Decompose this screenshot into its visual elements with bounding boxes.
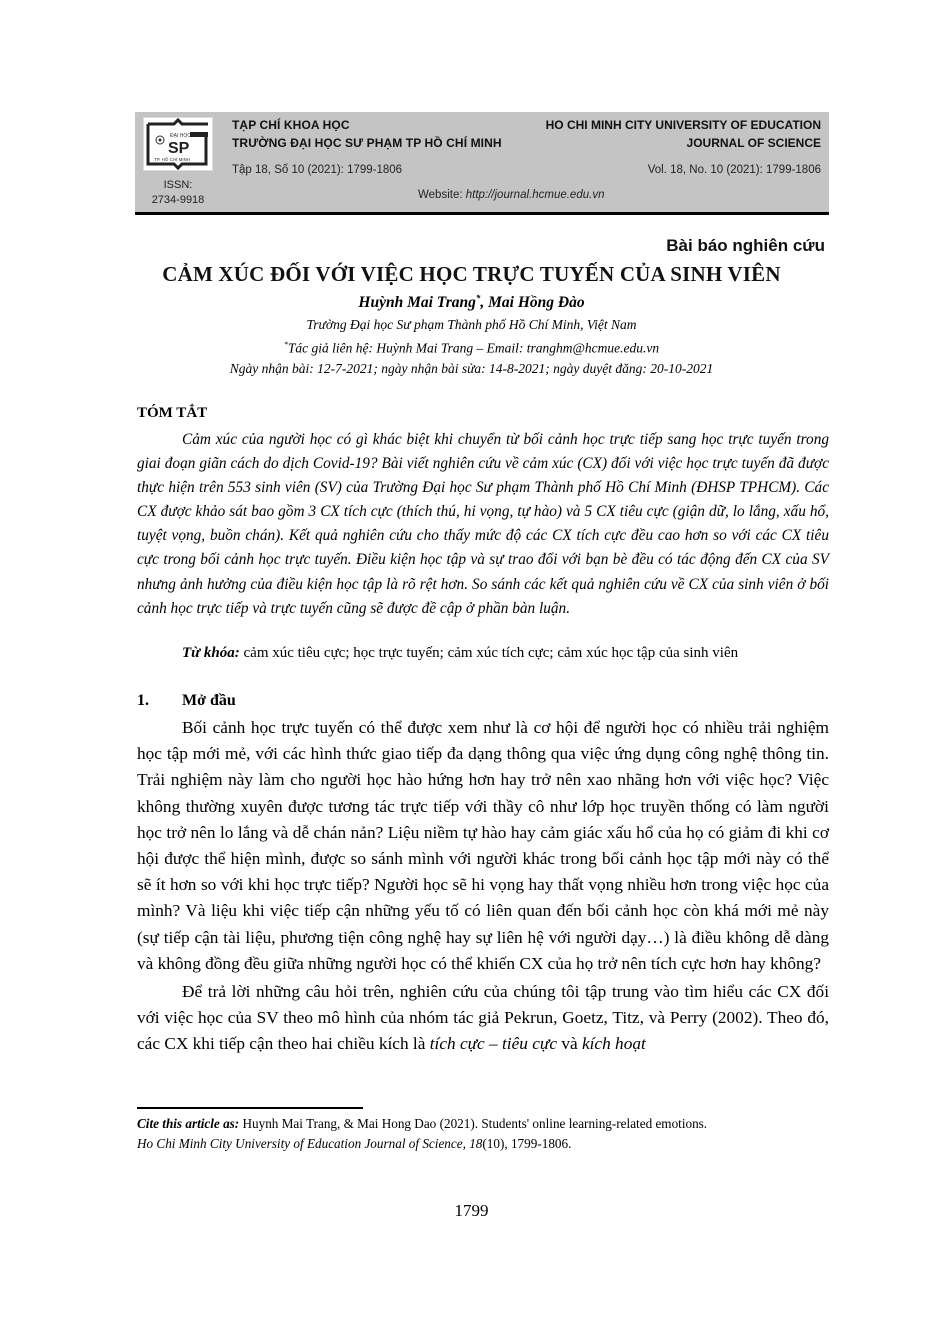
keywords-list: cảm xúc tiêu cực; học trực tuyến; cảm xúc tích cực; cảm xúc học tập của sinh viên [239, 645, 739, 661]
paragraph-text: Để trả lời những câu hỏi trên, nghiên cứu của chúng tôi tập trung vào tìm hiểu các CX đối với việc học của SV theo mô hình của nhóm tác giả Pekrun, Goetz, Titz, và Perry (2002). Theo đó, các CX khi tiếp cận theo hai chiều kích là [137, 982, 829, 1054]
issue-info-en: Vol. 18, No. 10 (2021): 1799-1806 [647, 164, 821, 176]
university-logo-icon [143, 117, 213, 171]
journal-name-vn-line1: TẠP CHÍ KHOA HỌC [232, 118, 350, 132]
cite-text: Huynh Mai Trang, & Mai Hong Dao (2021). Students' online learning-related emotions. [239, 1116, 708, 1131]
cite-label: Cite this article as: [137, 1116, 240, 1131]
page-number: 1799 [454, 1201, 489, 1220]
issn-value: 2734-9918 [151, 194, 205, 206]
issn [135, 178, 221, 208]
section-heading-intro [137, 692, 236, 710]
cite-issue: (10), 1799-1806. [482, 1136, 572, 1151]
keywords [137, 645, 829, 662]
author-1: Huỳnh Mai Trang [358, 294, 476, 312]
emphasis-text: tích cực – tiêu cực [429, 1034, 557, 1054]
corresponding-mark: * [475, 293, 481, 303]
corresponding-contact [0, 340, 943, 357]
submission-dates: Ngày nhận bài: 12-7-2021; ngày nhận bài sửa: 14-8-2021; ngày duyệt đăng: 20-10-2021 [229, 361, 714, 376]
svg-text:SP: SP [168, 140, 190, 157]
paragraph-text: và [557, 1034, 582, 1054]
contact-mark: * [283, 340, 288, 349]
abstract-heading: TÓM TẮT [137, 405, 208, 421]
footnote-divider [137, 1107, 363, 1109]
authors [0, 293, 943, 312]
cite-journal: Ho Chi Minh City University of Education Journal of Science, 18 [137, 1136, 483, 1151]
author-2: Mai Hồng Đào [488, 294, 585, 312]
section-number: 1. [137, 692, 149, 709]
emphasis-text: kích hoạt [581, 1034, 646, 1054]
journal-name-en-line2: JOURNAL OF SCIENCE [686, 136, 821, 150]
article-title: CẢM XÚC ĐỐI VỚI VIỆC HỌC TRỰC TUYẾN CỦA SINH VIÊN [162, 262, 781, 286]
issn-label: ISSN: [163, 179, 193, 191]
journal-name-vn-line2: TRƯỜNG ĐẠI HỌC SƯ PHẠM TP HỒ CHÍ MINH [232, 136, 502, 150]
website-link[interactable]: http://journal.hcmue.edu.vn [465, 189, 605, 201]
citation-footnote [137, 1114, 837, 1154]
svg-text:TP. HỒ CHÍ MINH: TP. HỒ CHÍ MINH [154, 157, 191, 162]
svg-text:ĐẠI HỌC: ĐẠI HỌC [170, 133, 191, 139]
contact-text: Tác giả liên hệ: Huỳnh Mai Trang – Email: tranghm@hcmue.edu.vn [287, 340, 660, 356]
affiliation: Trường Đại học Sư phạm Thành phố Hồ Chí Minh, Việt Nam [306, 317, 637, 332]
article-type: Bài báo nghiên cứu [666, 236, 825, 255]
website [418, 189, 604, 201]
author-separator: , [480, 294, 489, 312]
issue-info-vn: Tập 18, Số 10 (2021): 1799-1806 [232, 164, 403, 176]
journal-name-en-line1: HO CHI MINH CITY UNIVERSITY OF EDUCATION [545, 118, 821, 132]
keywords-label: Từ khóa: [182, 645, 240, 661]
abstract-text: Cảm xúc của người học có gì khác biệt khi chuyển từ bối cảnh học trực tiếp sang học trực tuyến trong giai đoạn giãn cách do dịch Covid-19? Bài viết nghiên cứu về cảm xúc (CX) đối với việc học trực tuyến đã được thực hiện trên 553 sinh viên (SV) của Trường Đại học Sư phạm Thành phố Hồ Chí Minh (ĐHSP TPHCM). Các CX được khảo sát bao gồm 3 CX tích cực (thích thú, hi vọng, tự hào) và 5 CX tiêu cực (giận dữ, lo lắng, xấu hổ, tuyệt vọng, buồn chán). Kết quả nghiên cứu cho thấy mức độ các CX tích cực đều cao hơn so với các CX tiêu cực trong bối cảnh học trực tuyến. Điều kiện học tập và sự trao đổi với bạn bè đều có tác động đến CX của SV nhưng ảnh hưởng của điều kiện học tập là rõ rệt hơn. So sánh các kết quả nghiên cứu về CX của sinh viên ở bối cảnh học trực tiếp và trực tuyến cũng sẽ được đề cập ở phần bàn luận. [137, 431, 829, 617]
section-title: Mở đầu [182, 692, 236, 709]
intro-paragraph-1: Bối cảnh học trực tuyến có thể được xem như là cơ hội để người học có nhiều trải nghiệm học tập mới mẻ, với các hình thức giao tiếp đa dạng thông qua việc ứng dụng công nghệ thông tin. Trải nghiệm này làm cho người học hào hứng hơn hay trở nên xao nhãng hơn với việc học? Việc không thường xuyên được tương tác trực tiếp với thầy cô như lớp học truyền thống có làm người học trở nên lo lắng và dễ chán nản? Liệu niềm tự hào hay cảm giác xấu hổ của họ có giảm đi khi cơ hội được thể hiện mình, được so sánh mình với người khác trong bối cảnh học tập mới này có thể sẽ ít hơn so với khi học trực tiếp? Người học sẽ hi vọng hay thất vọng nhiều hơn trong việc học của mình? Và liệu khi việc tiếp cận những yếu tố có liên quan đến bối cảnh học còn khá mới mẻ này (sự tiếp cận tài liệu, phương tiện công nghệ hay sự liên hệ với người dạy…) là điều không dễ dàng và không đồng đều giữa những người học có thể khiến CX của họ trở nên tích cực hơn hay không? [137, 718, 829, 973]
journal-header-band [135, 112, 829, 215]
intro-paragraph-2 [137, 979, 829, 1058]
website-label: Website: [418, 189, 466, 201]
